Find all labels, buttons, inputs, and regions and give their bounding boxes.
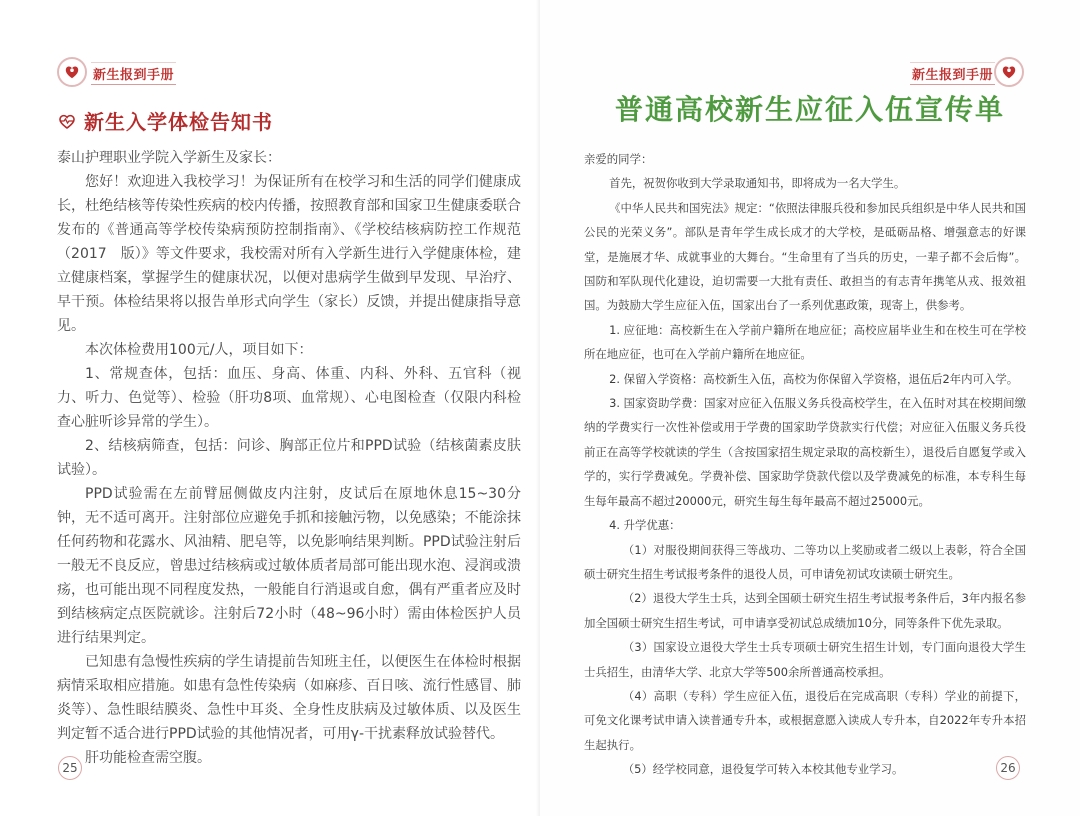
page-number: 25: [58, 756, 82, 780]
paragraph: 已知患有急慢性疾病的学生请提前告知班主任，以便医生在体检时根据病情采取相应措施。如患有急性传染病（如麻疹、百日咳、流行性感冒、肺炎等）、急性眼结膜炎、急性中耳炎、全身性皮肤病及过敏体质、以及医生判定暂不适合进行PPD试验的其他情况者，可用γ-干扰素释放试验替代。: [57, 654, 521, 742]
paragraph: 肝功能检查需空腹。: [85, 750, 211, 766]
page-title: [58, 106, 273, 135]
school-logo-icon: [994, 57, 1024, 87]
paragraph: 4. 升学优惠：: [609, 518, 681, 533]
flyer-body: [584, 147, 1026, 782]
notice-body: [57, 146, 521, 770]
handbook-header-label: 新生报到手册: [91, 62, 176, 85]
sub-item: （3）国家设立退役大学生士兵专项硕士研究生招生计划，专门面向退役大学生士兵招生，由清华大学、北京大学等500余所普通高校承担。: [584, 640, 1026, 679]
handbook-header-label: 新生报到手册: [910, 62, 995, 85]
right-page: [540, 0, 1080, 816]
paragraph: 1、常规查体，包括：血压、身高、体重、内科、外科、五官科（视力、听力、色觉等）、检验（肝功8项、血常规）、心电图检查（仅限内科检查心脏听诊异常的学生）。: [57, 366, 521, 430]
sub-item: （5）经学校同意，退役复学可转入本校其他专业学习。: [622, 762, 904, 777]
page-number: 26: [996, 756, 1020, 780]
greeting: 泰山护理职业学院入学新生及家长：: [57, 150, 281, 166]
paragraph: PPD试验需在左前臂屈侧做皮内注射，皮试后在原地休息15~30分钟，无不适可离开。注射部位应避免手抓和接触污物，以免感染；不能涂抹任何药物和花露水、风油精、肥皂等，以免影响结果判断。PPD试验注射后一般无不良反应，曾患过结核病或过敏体质者局部可能出现水泡、浸润或溃疡，也可能出现不同程度发热，一般能自行消退或自愈，偶有严重者应及时到结核病定点医院就诊。注射后72小时（48~96小时）需由体检医护人员进行结果判定。: [57, 486, 521, 646]
sub-item: （2）退役大学生士兵，达到全国硕士研究生招生考试报考条件后，3年内报名参加全国硕士研究生招生考试，可申请享受初试总成绩加10分，同等条件下优先录取。: [584, 591, 1026, 630]
greeting: 亲爱的同学：: [584, 152, 653, 166]
heart-pulse-icon: [58, 113, 76, 129]
paragraph: 2、结核病筛查，包括：问诊、胸部正位片和PPD试验（结核菌素皮肤试验）。: [57, 438, 521, 478]
paragraph: 《中华人民共和国宪法》规定：“依照法律服兵役和参加民兵组织是中华人民共和国公民的光荣义务”。部队是青年学生成长成才的大学校，是砥砺品格、增强意志的好课堂，是施展才华、成就事业的大舞台。“生命里有了当兵的历史，一辈子都不会后悔”。国防和军队现代化建设，迫切需要一大批有责任、敢担当的有志青年携笔从戎、报效祖国。为鼓励大学生应征入伍，国家出台了一系列优惠政策，现寄上，供参考。: [584, 200, 1026, 313]
school-logo-icon: [57, 57, 87, 87]
paragraph: 1. 应征地：高校新生在入学前户籍所在地应征；高校应届毕业生和在校生可在学校所在地应征，也可在入学前户籍所在地应征。: [584, 322, 1026, 362]
sub-item: （4）高职（专科）学生应征入伍，退役后在完成高职（专科）学业的前提下，可免文化课考试申请入读普通专升本，或根据意愿入读成人专升本，自2022年专升本招生起执行。: [584, 688, 1026, 752]
paragraph: 2. 保留入学资格：高校新生入伍，高校为你保留入学资格，退伍后2年内可入学。: [609, 371, 1019, 386]
paragraph: 本次体检费用100元/人，项目如下：: [85, 342, 313, 358]
paragraph: 3. 国家资助学费：国家对应征入伍服义务兵役高校学生，在入伍时对其在校期间缴纳的学费实行一次性补偿或用于学费的国家助学贷款实行代偿；对应征入伍服义务兵役前正在高等学校就读的学生（含按国家招生规定录取的高校新生），退役后自愿复学或入学的，实行学费减免。学费补偿、国家助学贷款代偿以及学费减免的标准，本专科生每生每年最高不超过20000元，研究生每生每年最高不超过25000元。: [584, 396, 1026, 508]
paragraph: 您好！欢迎进入我校学习！为保证所有在校学习和生活的同学们健康成长，杜绝结核等传染性疾病的校内传播，按照教育部和国家卫生健康委联合发布的《普通高等学校传染病预防控制指南》、《学校结核病防控工作规范（2017 版）》等文件要求，我校需对所有入学新生进行入学健康体检，建立健康档案，掌握学生的健康状况，以便对患病学生做到早发现、早治疗、早干预。体检结果将以报告单形式向学生（家长）反馈，并提出健康指导意见。: [57, 174, 521, 334]
page-title: 普通高校新生应征入伍宣传单: [614, 93, 1005, 126]
sub-item: （1）对服役期间获得三等战功、二等功以上奖励或者二级以上表彰，符合全国硕士研究生招生考试报考条件的退役人员，可申请免初试攻读硕士研究生。: [584, 542, 1026, 581]
paragraph: 首先，祝贺你收到大学录取通知书，即将成为一名大学生。: [609, 176, 906, 191]
title-text: 新生入学体检告知书: [84, 110, 273, 134]
